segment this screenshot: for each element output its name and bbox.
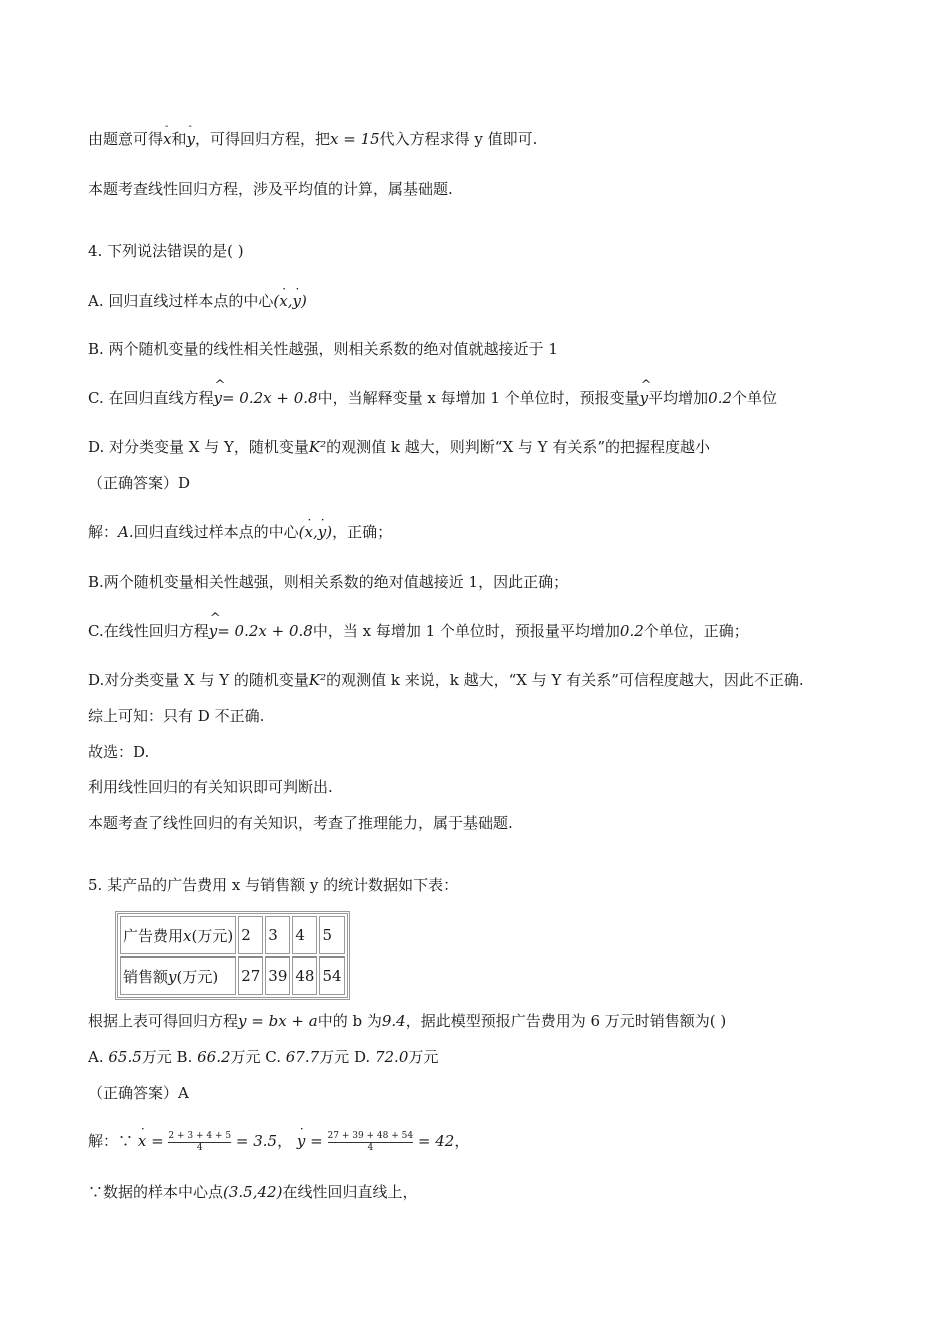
x-bar-symbol: · x bbox=[138, 1130, 146, 1152]
math-expression: y = bx + a bbox=[238, 1012, 318, 1030]
y-hat-symbol: ^ y bbox=[209, 620, 217, 642]
table-cell: 27 bbox=[238, 956, 263, 995]
text: 中的 b 为 bbox=[317, 1012, 382, 1030]
text: D. 对分类变量 X 与 Y，随机变量 bbox=[88, 438, 309, 456]
solution-5-means: 解：∵ · x = $\frac{2 + 3 + 4 + 5}{4}$ = 3.5， · y = $\frac{27 + 39 + 48 + 54}{4}$ = 42， bbox=[88, 1130, 469, 1154]
y-hat-symbol: ^ y bbox=[213, 387, 221, 409]
y-hat-symbol: ^ y bbox=[640, 387, 648, 409]
math-expression: x = 15 bbox=[330, 130, 380, 148]
solution-5-center bbox=[88, 1181, 417, 1203]
text: 根据上表可得回归方程 bbox=[88, 1012, 239, 1030]
text: 个单位 bbox=[732, 389, 778, 407]
math-expression: 9.4 bbox=[381, 1012, 406, 1030]
solution-4-c bbox=[88, 620, 749, 642]
text: 个单位，正确； bbox=[643, 622, 749, 640]
text: 在线性回归直线上， bbox=[282, 1183, 418, 1201]
math-expression: = 0.2x + 0.8 bbox=[217, 622, 313, 640]
text: A. 回归直线过样本点的中心 bbox=[88, 292, 274, 310]
row-header: 广告费用x(万元) bbox=[120, 916, 236, 954]
question-5-title: 5. 某产品的广告费用 x 与销售额 y 的统计数据如下表： bbox=[88, 876, 459, 894]
center-point: (· x,· y) bbox=[299, 523, 332, 541]
option-b: B. 两个随机变量的线性相关性越强，则相关系数的绝对值就越接近于 1 bbox=[88, 340, 558, 358]
text: 解： bbox=[88, 523, 119, 541]
text: D.对分类变量 X 与 Y 的随机变量 bbox=[88, 671, 309, 689]
solution-4-conclusion: 综上可知：只有 D 不正确. bbox=[88, 707, 265, 725]
text: 的观测值 k 来说，k 越大，“X 与 Y 有关系”可信程度越大，因此不正确. bbox=[326, 671, 804, 689]
x-bar-symbol: - x bbox=[163, 128, 171, 150]
text: 和 bbox=[171, 130, 187, 148]
fraction: $\frac{27 + 39 + 48 + 54}{4}$ bbox=[327, 1130, 414, 1153]
math-expression: = 0.2x + 0.8 bbox=[221, 389, 318, 407]
text: 解： bbox=[88, 1132, 119, 1150]
text: 中，当解释变量 x 每增加 1 个单位时，预报变量 bbox=[317, 389, 640, 407]
math-expression: (3.5,42) bbox=[223, 1183, 283, 1201]
center-point: (· x,· y) bbox=[273, 292, 306, 310]
table-cell: 54 bbox=[319, 956, 344, 995]
math-expression: 0.2 bbox=[708, 389, 733, 407]
solution-4-summary: 本题考查了线性回归的有关知识，考查了推理能力，属于基础题. bbox=[88, 814, 513, 832]
solution-4-method: 利用线性回归的有关知识即可判断出. bbox=[88, 778, 333, 796]
text: 回归直线过样本点的中心 bbox=[133, 523, 299, 541]
solution-4-choice: 故选：D. bbox=[88, 743, 150, 761]
answer-4: （正确答案）D bbox=[88, 474, 191, 492]
text: C. 在回归直线方程 bbox=[88, 389, 214, 407]
solution-4-b: B.两个随机变量相关性越强，则相关系数的绝对值越接近 1，因此正确； bbox=[88, 573, 569, 591]
y-bar-symbol: - y bbox=[187, 128, 195, 150]
table-row bbox=[120, 956, 345, 995]
table-cell: 2 bbox=[238, 916, 263, 954]
paragraph-summary: 本题考查线性回归方程，涉及平均值的计算，属基础题. bbox=[88, 180, 453, 198]
question-4-title: 4. 下列说法错误的是( ) bbox=[88, 242, 244, 260]
text: ，据此模型预报广告费用为 6 万元时销售额为( ) bbox=[405, 1012, 727, 1030]
text: ∵数据的样本中心点 bbox=[88, 1183, 224, 1201]
row-header: 销售额y(万元) bbox=[120, 956, 236, 995]
table-row bbox=[120, 916, 345, 954]
answer-5: （正确答案）A bbox=[88, 1084, 189, 1102]
table-cell: 4 bbox=[292, 916, 317, 954]
text: 的观测值 k 越大，则判断“X 与 Y 有关系”的把握程度越小 bbox=[326, 438, 711, 456]
option-c bbox=[88, 387, 777, 409]
table-cell: 48 bbox=[292, 956, 317, 995]
math-expression: K² bbox=[308, 438, 327, 456]
math-expression: 0.2 bbox=[619, 622, 644, 640]
option-a bbox=[88, 290, 307, 312]
y-bar-symbol: · y bbox=[297, 1130, 305, 1152]
paragraph-intro bbox=[88, 128, 537, 150]
question-5-options: A. 65.5万元 B. 66.2万元 C. 67.7万元 D. 72.0万元 bbox=[88, 1048, 439, 1066]
text: 中，当 x 每增加 1 个单位时，预报量平均增加 bbox=[312, 622, 620, 640]
text: C.在线性回归方程 bbox=[88, 622, 209, 640]
text: ，可得回归方程，把 bbox=[194, 130, 330, 148]
table-cell: 3 bbox=[265, 916, 290, 954]
math-expression: = 42 bbox=[417, 1132, 455, 1150]
table-cell: 5 bbox=[319, 916, 344, 954]
text: 平均增加 bbox=[648, 389, 709, 407]
math-expression: K² bbox=[308, 671, 327, 689]
question-5-prompt bbox=[88, 1010, 726, 1032]
text: 代入方程求得 y 值即可. bbox=[379, 130, 538, 148]
solution-4-a bbox=[88, 521, 392, 543]
option-d bbox=[88, 436, 710, 458]
math-expression: = 3.5 bbox=[235, 1132, 278, 1150]
text: ，正确； bbox=[332, 523, 393, 541]
data-table bbox=[115, 911, 350, 1000]
math-expression: A. bbox=[118, 523, 134, 541]
because-symbol: ∵ bbox=[118, 1132, 134, 1150]
text: 由题意可得 bbox=[88, 130, 164, 148]
solution-4-d bbox=[88, 669, 804, 691]
table-cell: 39 bbox=[265, 956, 290, 995]
fraction: $\frac{2 + 3 + 4 + 5}{4}$ bbox=[168, 1130, 232, 1153]
